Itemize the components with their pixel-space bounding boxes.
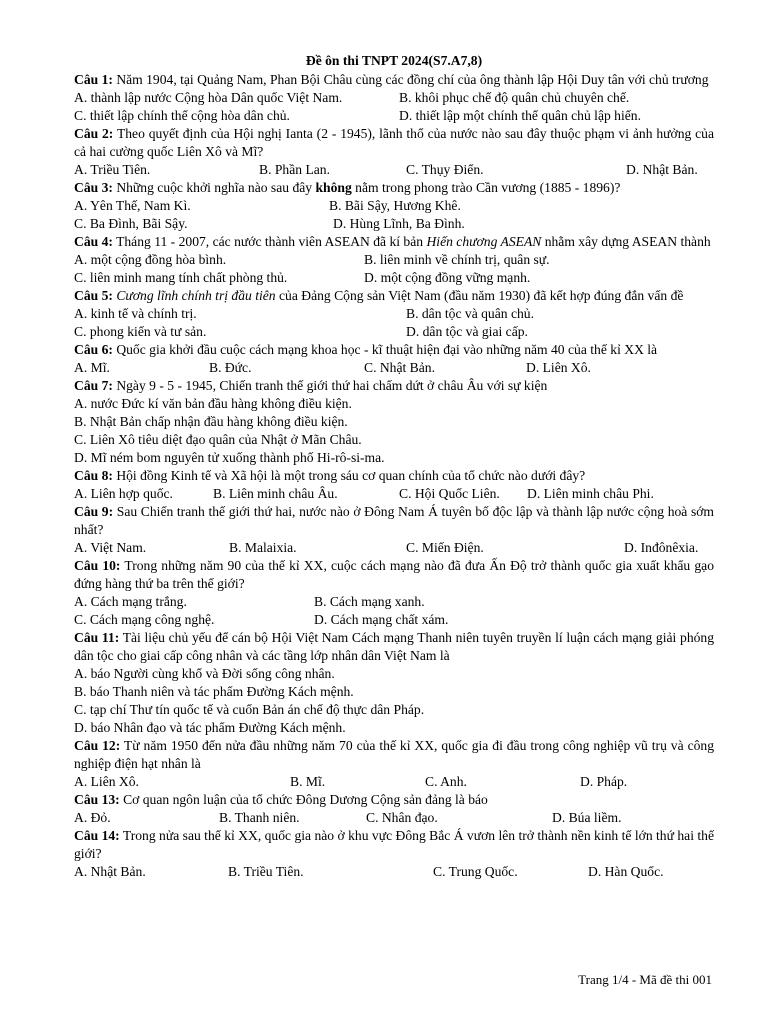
question-number: Câu 12: <box>74 738 121 753</box>
option-c[interactable]: C. Nhật Bản. <box>364 360 435 375</box>
option-a[interactable]: A. thành lập nước Cộng hòa Dân quốc Việt Nam. <box>74 90 343 105</box>
question-text: của Đảng Cộng sản Việt Nam (đầu năm 1930) đã kết hợp đúng đắn vấn đề <box>275 288 684 303</box>
option-a[interactable]: A. Liên hợp quốc. <box>74 486 173 501</box>
option-c[interactable]: C. tạp chí Thư tín quốc tế và cuốn Bản án chế độ thực dân Pháp. <box>74 702 425 717</box>
question-number: Câu 2: <box>74 126 114 141</box>
options-row <box>74 269 714 287</box>
options-row <box>74 611 714 629</box>
option-d[interactable]: D. thiết lập một chính thể quân chủ lập hiến. <box>399 108 641 123</box>
question-number: Câu 3: <box>74 180 113 195</box>
question-1 <box>74 71 714 89</box>
option-a[interactable]: A. kinh tế và chính trị. <box>74 306 197 321</box>
question-number: Câu 14: <box>74 828 120 843</box>
question-text: Tháng 11 - 2007, các nước thành viên ASEAN đã kí bản <box>116 234 427 249</box>
option-b[interactable]: B. Cách mạng xanh. <box>314 594 425 609</box>
option-b[interactable]: B. báo Thanh niên và tác phẩm Đường Kách mệnh. <box>74 684 354 699</box>
question-4 <box>74 233 714 251</box>
option-d[interactable]: D. Hàn Quốc. <box>588 864 664 879</box>
question-9 <box>74 503 714 539</box>
option-d[interactable]: D. Liên Xô. <box>526 360 591 375</box>
option-d[interactable]: D. một cộng đồng vững mạnh. <box>364 270 531 285</box>
options-row <box>74 773 714 791</box>
option-c[interactable]: C. thiết lập chính thể cộng hòa dân chủ. <box>74 108 290 123</box>
question-number: Câu 8: <box>74 468 113 483</box>
option-c[interactable]: C. Thụy Điển. <box>406 162 484 177</box>
option-b[interactable]: B. Mĩ. <box>290 774 326 789</box>
option-a[interactable]: A. Yên Thế, Nam Kì. <box>74 198 191 213</box>
question-8 <box>74 467 714 485</box>
option-b[interactable]: B. dân tộc và quân chủ. <box>406 306 534 321</box>
option-d[interactable]: D. dân tộc và giai cấp. <box>406 324 528 339</box>
question-text: Ngày 9 - 5 - 1945, Chiến tranh thế giới thứ hai chấm dứt ở châu Âu với sự kiện <box>116 378 548 393</box>
option-d[interactable]: D. báo Nhân đạo và tác phẩm Đường Kách mệnh. <box>74 720 346 735</box>
question-text: Năm 1904, tại Quảng Nam, Phan Bội Châu cùng các đồng chí của ông thành lập Hội Duy tân với chủ trương <box>116 72 709 87</box>
options-row <box>74 359 714 377</box>
question-7 <box>74 377 714 395</box>
option-c[interactable]: C. phong kiến và tư sản. <box>74 324 207 339</box>
options-row <box>74 161 714 179</box>
option-d[interactable]: D. Cách mạng chất xám. <box>314 612 449 627</box>
question-5 <box>74 287 714 305</box>
page-footer: Trang 1/4 - Mã đề thi 001 <box>578 972 712 987</box>
question-14 <box>74 827 714 863</box>
options-row <box>74 305 714 323</box>
question-text: Trong nửa sau thế kỉ XX, quốc gia nào ở khu vực Đông Bắc Á vươn lên trở thành nền kinh tế lớn thứ hai thế giới? <box>74 828 714 861</box>
question-11 <box>74 629 714 665</box>
option-d[interactable]: D. Mĩ ném bom nguyên tử xuống thành phố Hi-rô-si-ma. <box>74 450 385 465</box>
option-a[interactable]: A. Việt Nam. <box>74 540 147 555</box>
options-row <box>74 863 714 881</box>
question-emphasis: Hiến chương ASEAN <box>426 234 542 249</box>
question-text: Sau Chiến tranh thế giới thứ hai, nước nào ở Đông Nam Á tuyên bố độc lập và thành lập nước cộng hoà sớm nhất? <box>74 504 715 537</box>
option-a[interactable]: A. Liên Xô. <box>74 774 139 789</box>
options-row <box>74 539 714 557</box>
options-row <box>74 593 714 611</box>
option-c[interactable]: C. liên minh mang tính chất phòng thủ. <box>74 270 288 285</box>
option-b[interactable]: B. Malaixia. <box>229 540 297 555</box>
question-number: Câu 11: <box>74 630 120 645</box>
options-row <box>74 107 714 125</box>
option-c[interactable]: C. Hội Quốc Liên. <box>399 486 500 501</box>
question-10 <box>74 557 714 593</box>
option-b[interactable]: B. Liên minh châu Âu. <box>213 486 338 501</box>
option-d[interactable]: D. Hùng Lĩnh, Ba Đình. <box>333 216 465 231</box>
options-row <box>74 197 714 215</box>
option-a[interactable]: A. Mĩ. <box>74 360 110 375</box>
option-c[interactable]: C. Miến Điện. <box>406 540 484 555</box>
option-b[interactable]: B. khôi phục chế độ quân chủ chuyên chế. <box>399 90 630 105</box>
question-text: Từ năm 1950 đến nửa đầu những năm 70 của thế kỉ XX, quốc gia đi đầu trong công nghiệp vũ trụ và công nghiệp điện hạt nhân là <box>74 738 714 771</box>
question-number: Câu 13: <box>74 792 120 807</box>
option-b[interactable]: B. Thanh niên. <box>219 810 300 825</box>
option-b[interactable]: B. Bãi Sậy, Hương Khê. <box>329 198 461 213</box>
question-text: Quốc gia khởi đầu cuộc cách mạng khoa học - kĩ thuật hiện đại vào những năm 40 của thế kỉ XX là <box>116 342 658 357</box>
question-number: Câu 1: <box>74 72 113 87</box>
option-b[interactable]: B. Triều Tiên. <box>228 864 304 879</box>
question-number: Câu 10: <box>74 558 121 573</box>
option-d[interactable]: D. Inđônêxia. <box>624 540 699 555</box>
options-row <box>74 251 714 269</box>
options-row <box>74 485 714 503</box>
options-row <box>74 809 714 827</box>
option-c[interactable]: C. Liên Xô tiêu diệt đạo quân của Nhật ở Mãn Châu. <box>74 432 362 447</box>
option-c[interactable]: C. Trung Quốc. <box>433 864 518 879</box>
question-text: nhằm xây dựng ASEAN thành <box>541 234 711 249</box>
question-text: nằm trong phong trào Cần vương (1885 - 1896)? <box>351 180 621 195</box>
option-d[interactable]: D. Liên minh châu Phi. <box>527 486 654 501</box>
question-number: Câu 5: <box>74 288 113 303</box>
question-text: Trong những năm 90 của thế kỉ XX, cuộc cách mạng nào đã đưa Ấn Độ trở thành quốc gia xuất khẩu gạo đứng hàng thứ ba trên thế giới? <box>74 558 714 591</box>
question-number: Câu 4: <box>74 234 113 249</box>
option-c[interactable]: C. Anh. <box>425 774 467 789</box>
option-c[interactable]: C. Nhân đạo. <box>366 810 438 825</box>
question-number: Câu 6: <box>74 342 113 357</box>
option-d[interactable]: D. Pháp. <box>580 774 628 789</box>
option-a[interactable]: A. Triều Tiên. <box>74 162 151 177</box>
question-text: Tài liệu chủ yếu để cán bộ Hội Việt Nam Cách mạng Thanh niên tuyên truyền lí luận cách mạng giải phóng dân tộc cho giai cấp công nhân và các tầng lớp nhân dân Việt Nam là <box>74 630 715 663</box>
question-number: Câu 7: <box>74 378 113 393</box>
options-row <box>74 215 714 233</box>
option-b[interactable]: B. liên minh về chính trị, quân sự. <box>364 252 550 267</box>
question-text: Theo quyết định của Hội nghị Ianta (2 - 1945), lãnh thổ của nước nào sau đây thuộc phạm vi ảnh hưởng của cả hai cường quốc Liên Xô và Mĩ? <box>74 126 714 159</box>
option-a[interactable]: A. Nhật Bản. <box>74 864 146 879</box>
question-2 <box>74 125 714 161</box>
option-c[interactable]: C. Cách mạng công nghệ. <box>74 612 215 627</box>
option-a[interactable]: A. một cộng đồng hòa bình. <box>74 252 227 267</box>
question-3 <box>74 179 714 197</box>
question-12 <box>74 737 714 773</box>
option-b[interactable]: B. Phần Lan. <box>259 162 330 177</box>
question-number: Câu 9: <box>74 504 114 519</box>
question-6 <box>74 341 714 359</box>
options-row <box>74 323 714 341</box>
question-13 <box>74 791 714 809</box>
question-text: Những cuộc khởi nghĩa nào sau đây <box>116 180 316 195</box>
option-a[interactable]: A. nước Đức kí văn bản đầu hàng không điều kiện. <box>74 396 352 411</box>
option-a[interactable]: A. Cách mạng trắng. <box>74 594 187 609</box>
exam-page <box>74 52 714 881</box>
option-a[interactable]: A. Đỏ. <box>74 810 111 825</box>
option-c[interactable]: C. Ba Đình, Bãi Sậy. <box>74 216 188 231</box>
question-emphasis: không <box>315 180 352 195</box>
question-emphasis: Cương lĩnh chính trị đầu tiên <box>116 288 276 303</box>
question-text: Hội đồng Kinh tế và Xã hội là một trong sáu cơ quan chính của tổ chức nào dưới đây? <box>116 468 586 483</box>
option-a[interactable]: A. báo Người cùng khổ và Đời sống công nhân. <box>74 666 335 681</box>
question-text: Cơ quan ngôn luận của tổ chức Đông Dương Cộng sản đảng là báo <box>123 792 488 807</box>
exam-title: Đề ôn thi TNPT 2024(S7.A7,8) <box>305 53 483 68</box>
option-b[interactable]: B. Nhật Bản chấp nhận đầu hàng không điều kiện. <box>74 414 348 429</box>
option-d[interactable]: D. Nhật Bản. <box>626 162 698 177</box>
option-d[interactable]: D. Búa liềm. <box>552 810 622 825</box>
option-b[interactable]: B. Đức. <box>209 360 252 375</box>
options-row <box>74 89 714 107</box>
